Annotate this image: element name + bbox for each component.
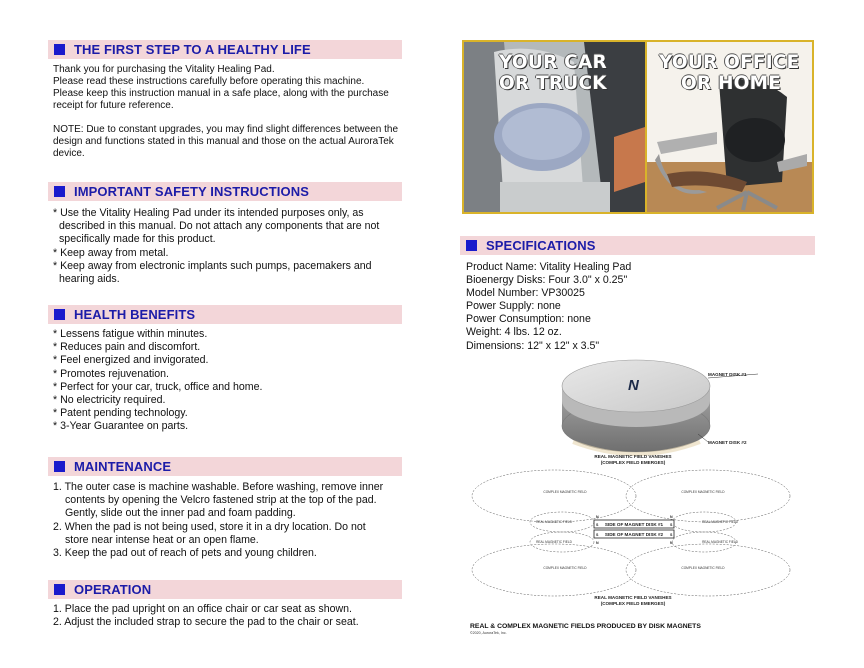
complex-field-label: COMPLEX MAGNETIC FIELD [681, 490, 725, 494]
text-line: * No electricity required. [53, 394, 166, 407]
text-line: NOTE: Due to constant upgrades, you may find slight differences between the [53, 124, 399, 135]
complex-field-label: COMPLEX MAGNETIC FIELD [543, 490, 587, 494]
text-line: 1. The outer case is machine washable. Before washing, remove inner [53, 481, 384, 493]
pole-label: S [596, 533, 599, 537]
product-photo [462, 40, 814, 214]
pole-label: N [670, 541, 673, 545]
text-line: Please keep this instruction manual in a safe place, along with the purchase [53, 88, 389, 99]
text-line: described in this manual. Do not attach any components that are not [59, 220, 380, 233]
vanish-bottom-line-1: REAL MAGNETIC FIELD VANISHES [594, 595, 672, 600]
side-disk-1-label: SIDE OF MAGNET DISK #1 [604, 522, 664, 527]
section-title: OPERATION [74, 582, 152, 597]
square-bullet-icon [54, 584, 65, 595]
text-line: * Feel energized and invigorated. [53, 354, 209, 367]
section-title: MAINTENANCE [74, 459, 172, 474]
maintenance-text [53, 481, 383, 560]
text-line: 2. When the pad is not being used, store it in a dry location. Do not [53, 520, 366, 533]
text-line: * Reduces pain and discomfort. [53, 341, 201, 354]
section-title: SPECIFICATIONS [486, 238, 596, 253]
magnet-side-bars [594, 515, 674, 545]
car-caption: YOUR CAR OR TRUCK [499, 52, 607, 94]
magnet-disk-2-label: MAGNET DISK #2 [708, 440, 747, 445]
text-line: * 3-Year Guarantee on parts. [53, 420, 189, 433]
section-title: THE FIRST STEP TO A HEALTHY LIFE [74, 42, 311, 57]
copyright: ©2020, AuroraTek, Inc. [470, 631, 507, 635]
header-first-step [48, 40, 402, 59]
square-bullet-icon [54, 186, 65, 197]
real-field-label: REAL MAGNETIC FIELD [536, 520, 572, 524]
header-operation [48, 580, 402, 599]
text-line: * Promotes rejuvenation. [53, 367, 170, 380]
header-safety [48, 182, 402, 201]
spec-line: Dimensions: 12" x 12" x 3.5" [466, 339, 600, 352]
diagram-caption: REAL & COMPLEX MAGNETIC FIELDS PRODUCED BY DISK MAGNETS [470, 623, 701, 630]
pole-label: S [670, 523, 673, 527]
disk-logo: N [628, 377, 639, 394]
spec-line: Product Name: Vitality Healing Pad [466, 261, 632, 273]
header-health [48, 305, 402, 324]
specifications-text [466, 261, 631, 353]
magnet-disks [562, 360, 710, 454]
header-specifications [460, 236, 815, 255]
health-text [53, 328, 262, 434]
header-maintenance [48, 457, 402, 476]
vanish-bottom-line-2: (COMPLEX FIELD EMERGES) [600, 601, 666, 606]
section-title: IMPORTANT SAFETY INSTRUCTIONS [74, 184, 309, 199]
pole-label: N [596, 515, 599, 519]
complex-field-label: COMPLEX MAGNETIC FIELD [681, 566, 725, 570]
text-line: 1. Place the pad upright on an office chair or car seat as shown. [53, 603, 352, 615]
spec-line: Power Consumption: none [466, 313, 591, 326]
side-disk-2-label: SIDE OF MAGNET DISK #2 [604, 532, 664, 537]
text-line: * Keep away from electronic implants such pumps, pacemakers and [53, 259, 372, 272]
text-line: device. [53, 148, 85, 159]
spec-line: Bioenergy Disks: Four 3.0" x 0.25" [466, 274, 628, 287]
text-line: Gently, slide out the inner pad and foam padding. [65, 507, 296, 520]
text-line: Please read these instructions carefully before operating this machine. [53, 76, 365, 87]
text-line: contents by opening the Velcro fastened strip at the top of the pad. [65, 494, 377, 507]
text-line: 2. Adjust the included strap to secure the pad to the chair or seat. [53, 616, 359, 629]
spec-line: Model Number: VP30025 [466, 287, 585, 300]
square-bullet-icon [54, 309, 65, 320]
text-line: * Patent pending technology. [53, 407, 188, 420]
square-bullet-icon [466, 240, 477, 251]
real-field-label: REAL MAGNETIC FIELD [702, 520, 738, 524]
text-line: specifically made for this product. [59, 233, 216, 246]
magnet-disk-1-label: MAGNET DISK #1 [708, 372, 747, 377]
text-line: * Use the Vitality Healing Pad under its intended purposes only, as [53, 207, 364, 219]
text-line: store near intense heat or an open flame. [65, 533, 259, 546]
magnet-diagram [458, 356, 858, 646]
real-field-label: REAL MAGNETIC FIELD [702, 540, 738, 544]
first-step-text [53, 64, 398, 160]
text-line: receipt for future reference. [53, 100, 174, 111]
car-photo [464, 42, 645, 212]
text-line: 3. Keep the pad out of reach of pets and young children. [53, 547, 317, 560]
text-line: hearing aids. [59, 273, 120, 286]
spec-line: Weight: 4 lbs. 12 oz. [466, 326, 562, 339]
section-title: HEALTH BENEFITS [74, 307, 196, 322]
office-caption: YOUR OFFICE OR HOME [659, 52, 800, 94]
text-line: design and functions stated in this manual and those on the actual AuroraTek [53, 136, 394, 147]
text-line: * Keep away from metal. [53, 246, 169, 259]
operation-text [53, 603, 359, 629]
text-line: Thank you for purchasing the Vitality Healing Pad. [53, 64, 275, 75]
spec-line: Power Supply: none [466, 300, 561, 313]
text-line: * Lessens fatigue within minutes. [53, 328, 208, 340]
pole-label: N [596, 541, 599, 545]
pole-label: S [670, 533, 673, 537]
office-photo [647, 42, 812, 212]
vanish-top-line-2: (COMPLEX FIELD EMERGES) [600, 460, 666, 465]
pole-label: N [670, 515, 673, 519]
square-bullet-icon [54, 461, 65, 472]
safety-text [53, 207, 379, 286]
square-bullet-icon [54, 44, 65, 55]
vanish-top-line-1: REAL MAGNETIC FIELD VANISHES [594, 454, 672, 459]
pole-label: S [596, 523, 599, 527]
real-field-label: REAL MAGNETIC FIELD [536, 540, 572, 544]
text-line: * Perfect for your car, truck, office and home. [53, 380, 263, 393]
complex-field-label: COMPLEX MAGNETIC FIELD [543, 566, 587, 570]
